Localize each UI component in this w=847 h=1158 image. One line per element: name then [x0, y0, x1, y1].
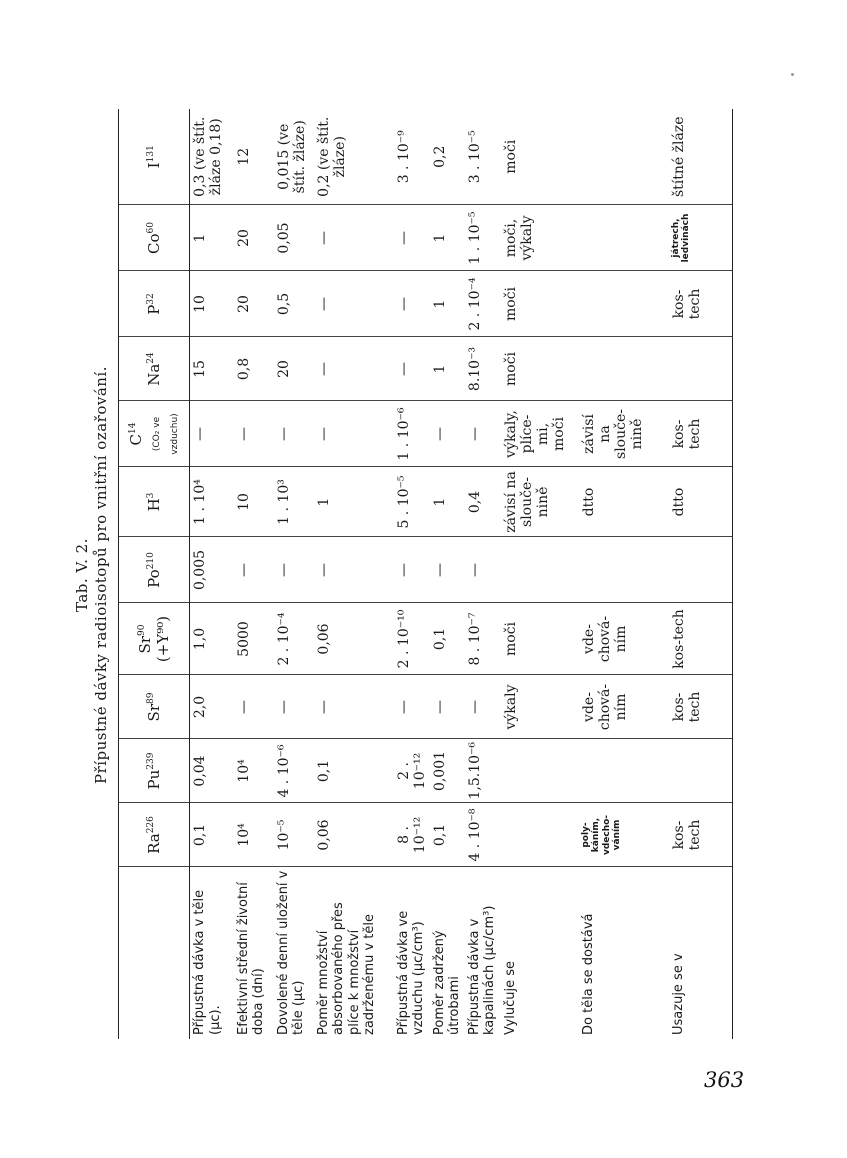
- table-cell: —: [190, 401, 234, 467]
- table-row: [465, 109, 501, 1039]
- rotated-table-block: [70, 105, 830, 1045]
- table-row: [669, 109, 733, 1039]
- table-row: [430, 109, 465, 1039]
- table-cell: —: [394, 337, 430, 401]
- isotope-mass-number: 60: [146, 222, 156, 234]
- table-cell: [669, 739, 733, 803]
- table-cell: moči, výkaly: [501, 205, 579, 271]
- isotope-mass-number: 3: [146, 492, 156, 499]
- isotope-mass-number: 239: [146, 752, 156, 770]
- table-cell: výkaly: [501, 675, 579, 739]
- dose-table: [118, 109, 733, 1039]
- column-header: [119, 603, 190, 675]
- table-cell: 1,5.10⁻⁶: [465, 739, 501, 803]
- column-header: [119, 467, 190, 537]
- table-cell: 0,4: [465, 467, 501, 537]
- row-label: Do těla se dostává: [580, 913, 596, 1035]
- table-cell: 10⁴: [234, 739, 274, 803]
- table-cell: 1 . 10³: [274, 467, 314, 537]
- table-cell: 2 . 10⁻⁴: [465, 271, 501, 337]
- isotope-symbol: I: [145, 162, 163, 169]
- table-cell: závisí na slouče-nině: [501, 467, 579, 537]
- table-cell: 15: [190, 337, 234, 401]
- table-cell: 3 . 10⁻⁹: [394, 109, 430, 205]
- table-cell: 4 . 10⁻⁸: [465, 803, 501, 867]
- table-cell: kos-tech: [669, 675, 733, 739]
- table-cell: 12: [234, 109, 274, 205]
- row-label: Přípustná dávka v kapalinách (μc/cm³): [466, 905, 498, 1035]
- isotope-symbol: Pu: [145, 769, 163, 790]
- table-cell: 5 . 10⁻⁵: [394, 467, 430, 537]
- table-cell: 0,2 (ve štít. žláze): [314, 109, 394, 205]
- column-header: [119, 109, 190, 205]
- table-cell: 0,1: [430, 803, 465, 867]
- table-cell: —: [274, 675, 314, 739]
- table-cell: 10: [190, 271, 234, 337]
- table-cell: —: [314, 337, 394, 401]
- table-cell: 1 . 10⁻⁶: [394, 401, 430, 467]
- isotope-mass-number: 89: [146, 692, 156, 704]
- table-cell: vde-chová-ním: [579, 675, 669, 739]
- table-cell: [669, 337, 733, 401]
- column-header: [119, 803, 190, 867]
- table-cell: [501, 537, 579, 603]
- table-cell: 0,06: [314, 803, 394, 867]
- row-label: Přípustná dávka v těle (μc).: [192, 889, 223, 1035]
- table-cell: —: [465, 537, 501, 603]
- table-cell: výkaly, plíce-mi, moči: [501, 401, 579, 467]
- table-cell: 0,1: [314, 739, 394, 803]
- table-cell: —: [394, 271, 430, 337]
- table-cell: —: [465, 675, 501, 739]
- table-cell: —: [314, 401, 394, 467]
- table-cell: 8.10⁻³: [465, 337, 501, 401]
- table-cell: 2 . 10⁻⁴: [274, 603, 314, 675]
- row-label: Poměr množství absorbovaného přes plíce k množství zadrženému v těle: [315, 902, 378, 1035]
- isotope-symbol: Na: [145, 363, 163, 386]
- table-cell: 10: [234, 467, 274, 537]
- row-label: Přípustná dávka ve vzduchu (μc/cm³): [395, 910, 427, 1035]
- table-cell: 1: [430, 467, 465, 537]
- table-cell: 0,001: [430, 739, 465, 803]
- table-cell: 1: [314, 467, 394, 537]
- table-cell: 20: [234, 271, 274, 337]
- table-cell: [579, 205, 669, 271]
- table-cell: 1,0: [190, 603, 234, 675]
- isotope-symbol: C: [127, 433, 145, 446]
- isotope-symbol: P: [145, 304, 163, 315]
- table-cell: [579, 739, 669, 803]
- isotope-mass-number: 14: [128, 422, 138, 434]
- table-cell: —: [274, 401, 314, 467]
- table-cell: játrech, ledvinách: [669, 205, 733, 271]
- column-header: [119, 739, 190, 803]
- column-header: [119, 401, 190, 467]
- table-row: [394, 109, 430, 1039]
- isotope-note: (+Y⁹⁰): [154, 615, 172, 663]
- table-cell: 3 . 10⁻⁵: [465, 109, 501, 205]
- table-cell: —: [314, 271, 394, 337]
- isotope-mass-number: 226: [146, 816, 156, 834]
- table-cell: moči: [501, 603, 579, 675]
- row-label: Usazuje se v: [669, 867, 733, 1039]
- table-cell: —: [465, 401, 501, 467]
- table-cell: —: [234, 675, 274, 739]
- table-row: [314, 109, 394, 1039]
- table-caption: Přípustné dávky radioisotopů pro vnitřní ozařování.: [92, 366, 110, 785]
- table-cell: —: [274, 537, 314, 603]
- table-cell: —: [314, 205, 394, 271]
- isotope-symbol: Co: [145, 233, 163, 254]
- table-cell: [669, 537, 733, 603]
- table-cell: kos-tech: [669, 271, 733, 337]
- table-cell: poly-káním, vdecho-váním: [579, 803, 669, 867]
- table-cell: 0,2: [430, 109, 465, 205]
- table-cell: —: [430, 401, 465, 467]
- table-cell: 1 . 10⁴: [190, 467, 234, 537]
- table-cell: 2,0: [190, 675, 234, 739]
- table-cell: 8 . 10⁻¹²: [394, 803, 430, 867]
- table-cell: 4 . 10⁻⁶: [274, 739, 314, 803]
- isotope-symbol: Sr: [136, 636, 154, 654]
- table-cell: dtto: [579, 467, 669, 537]
- table-cell: —: [394, 675, 430, 739]
- table-cell: 8 . 10⁻⁷: [465, 603, 501, 675]
- table-cell: 0,005: [190, 537, 234, 603]
- row-label: Efektivní střední životní doba (dní): [235, 882, 267, 1035]
- row-label: Poměr zadržený útrobami: [431, 930, 463, 1035]
- isotope-mass-number: 24: [146, 352, 156, 364]
- isotope-symbol: Po: [145, 569, 163, 588]
- table-cell: 0,04: [190, 739, 234, 803]
- isotope-mass-number: 32: [146, 293, 156, 305]
- table-cell: 2 . 10⁻¹²: [394, 739, 430, 803]
- table-cell: 1 . 10⁻⁵: [465, 205, 501, 271]
- isotope-mass-number: 90: [137, 624, 147, 636]
- table-row: [274, 109, 314, 1039]
- table-cell: —: [234, 401, 274, 467]
- table-cell: 10⁴: [234, 803, 274, 867]
- table-cell: —: [394, 205, 430, 271]
- column-header: [119, 537, 190, 603]
- column-header: [119, 337, 190, 401]
- table-cell: 5000: [234, 603, 274, 675]
- table-row: [234, 109, 274, 1039]
- column-header: [119, 271, 190, 337]
- table-cell: 0,1: [190, 803, 234, 867]
- isotope-note: (CO₂ ve vzduchu): [152, 413, 180, 455]
- table-cell: moči: [501, 337, 579, 401]
- table-cell: 0,05: [274, 205, 314, 271]
- table-cell: 0,3 (ve štít. žláze 0,18): [190, 109, 234, 205]
- table-cell: dtto: [669, 467, 733, 537]
- table-row: [190, 109, 234, 1039]
- table-cell: [501, 803, 579, 867]
- table-cell: kos-tech: [669, 603, 733, 675]
- page-number: 363: [704, 1068, 745, 1092]
- table-cell: 0,5: [274, 271, 314, 337]
- table-cell: 0,1: [430, 603, 465, 675]
- isotope-symbol: Sr: [145, 704, 163, 722]
- isotope-symbol: H: [145, 498, 163, 512]
- table-cell: —: [234, 537, 274, 603]
- row-label: Dovolené denní uložení v těle (μc): [275, 870, 307, 1035]
- table-cell: 0,8: [234, 337, 274, 401]
- table-cell: [501, 739, 579, 803]
- table-cell: 1: [430, 271, 465, 337]
- header-row: [119, 109, 190, 1039]
- table-cell: [579, 271, 669, 337]
- isotope-symbol: Ra: [145, 833, 163, 854]
- table-row: [501, 109, 579, 1039]
- table-cell: 0,015 (ve štít. žláze): [274, 109, 314, 205]
- scan-speck: [791, 73, 794, 76]
- table-cell: [579, 537, 669, 603]
- table-cell: kos-tech: [669, 401, 733, 467]
- table-cell: závisí na slouče-nině: [579, 401, 669, 467]
- table-cell: vde-chová-ním: [579, 603, 669, 675]
- column-header: [119, 675, 190, 739]
- table-cell: štítné žláze: [669, 109, 733, 205]
- table-cell: 10⁻⁵: [274, 803, 314, 867]
- header-corner: [119, 867, 190, 1039]
- table-cell: 0,06: [314, 603, 394, 675]
- table-cell: —: [314, 537, 394, 603]
- table-cell: 20: [274, 337, 314, 401]
- table-cell: kos-tech: [669, 803, 733, 867]
- table-cell: moči: [501, 271, 579, 337]
- column-header: [119, 205, 190, 271]
- table-cell: —: [394, 537, 430, 603]
- table-row: [579, 109, 669, 1039]
- table-cell: [579, 109, 669, 205]
- table-cell: moči: [501, 109, 579, 205]
- table-cell: —: [314, 675, 394, 739]
- row-label: Vylučuje se: [502, 961, 518, 1035]
- table-cell: 1: [430, 337, 465, 401]
- table-cell: 20: [234, 205, 274, 271]
- table-cell: 2 . 10⁻¹⁰: [394, 603, 430, 675]
- table-cell: —: [430, 537, 465, 603]
- isotope-mass-number: 210: [146, 552, 156, 570]
- table-cell: [579, 337, 669, 401]
- table-number: Tab. V. 2.: [73, 538, 91, 612]
- table-cell: —: [430, 675, 465, 739]
- isotope-mass-number: 131: [146, 145, 156, 163]
- table-cell: 1: [190, 205, 234, 271]
- table-cell: 1: [430, 205, 465, 271]
